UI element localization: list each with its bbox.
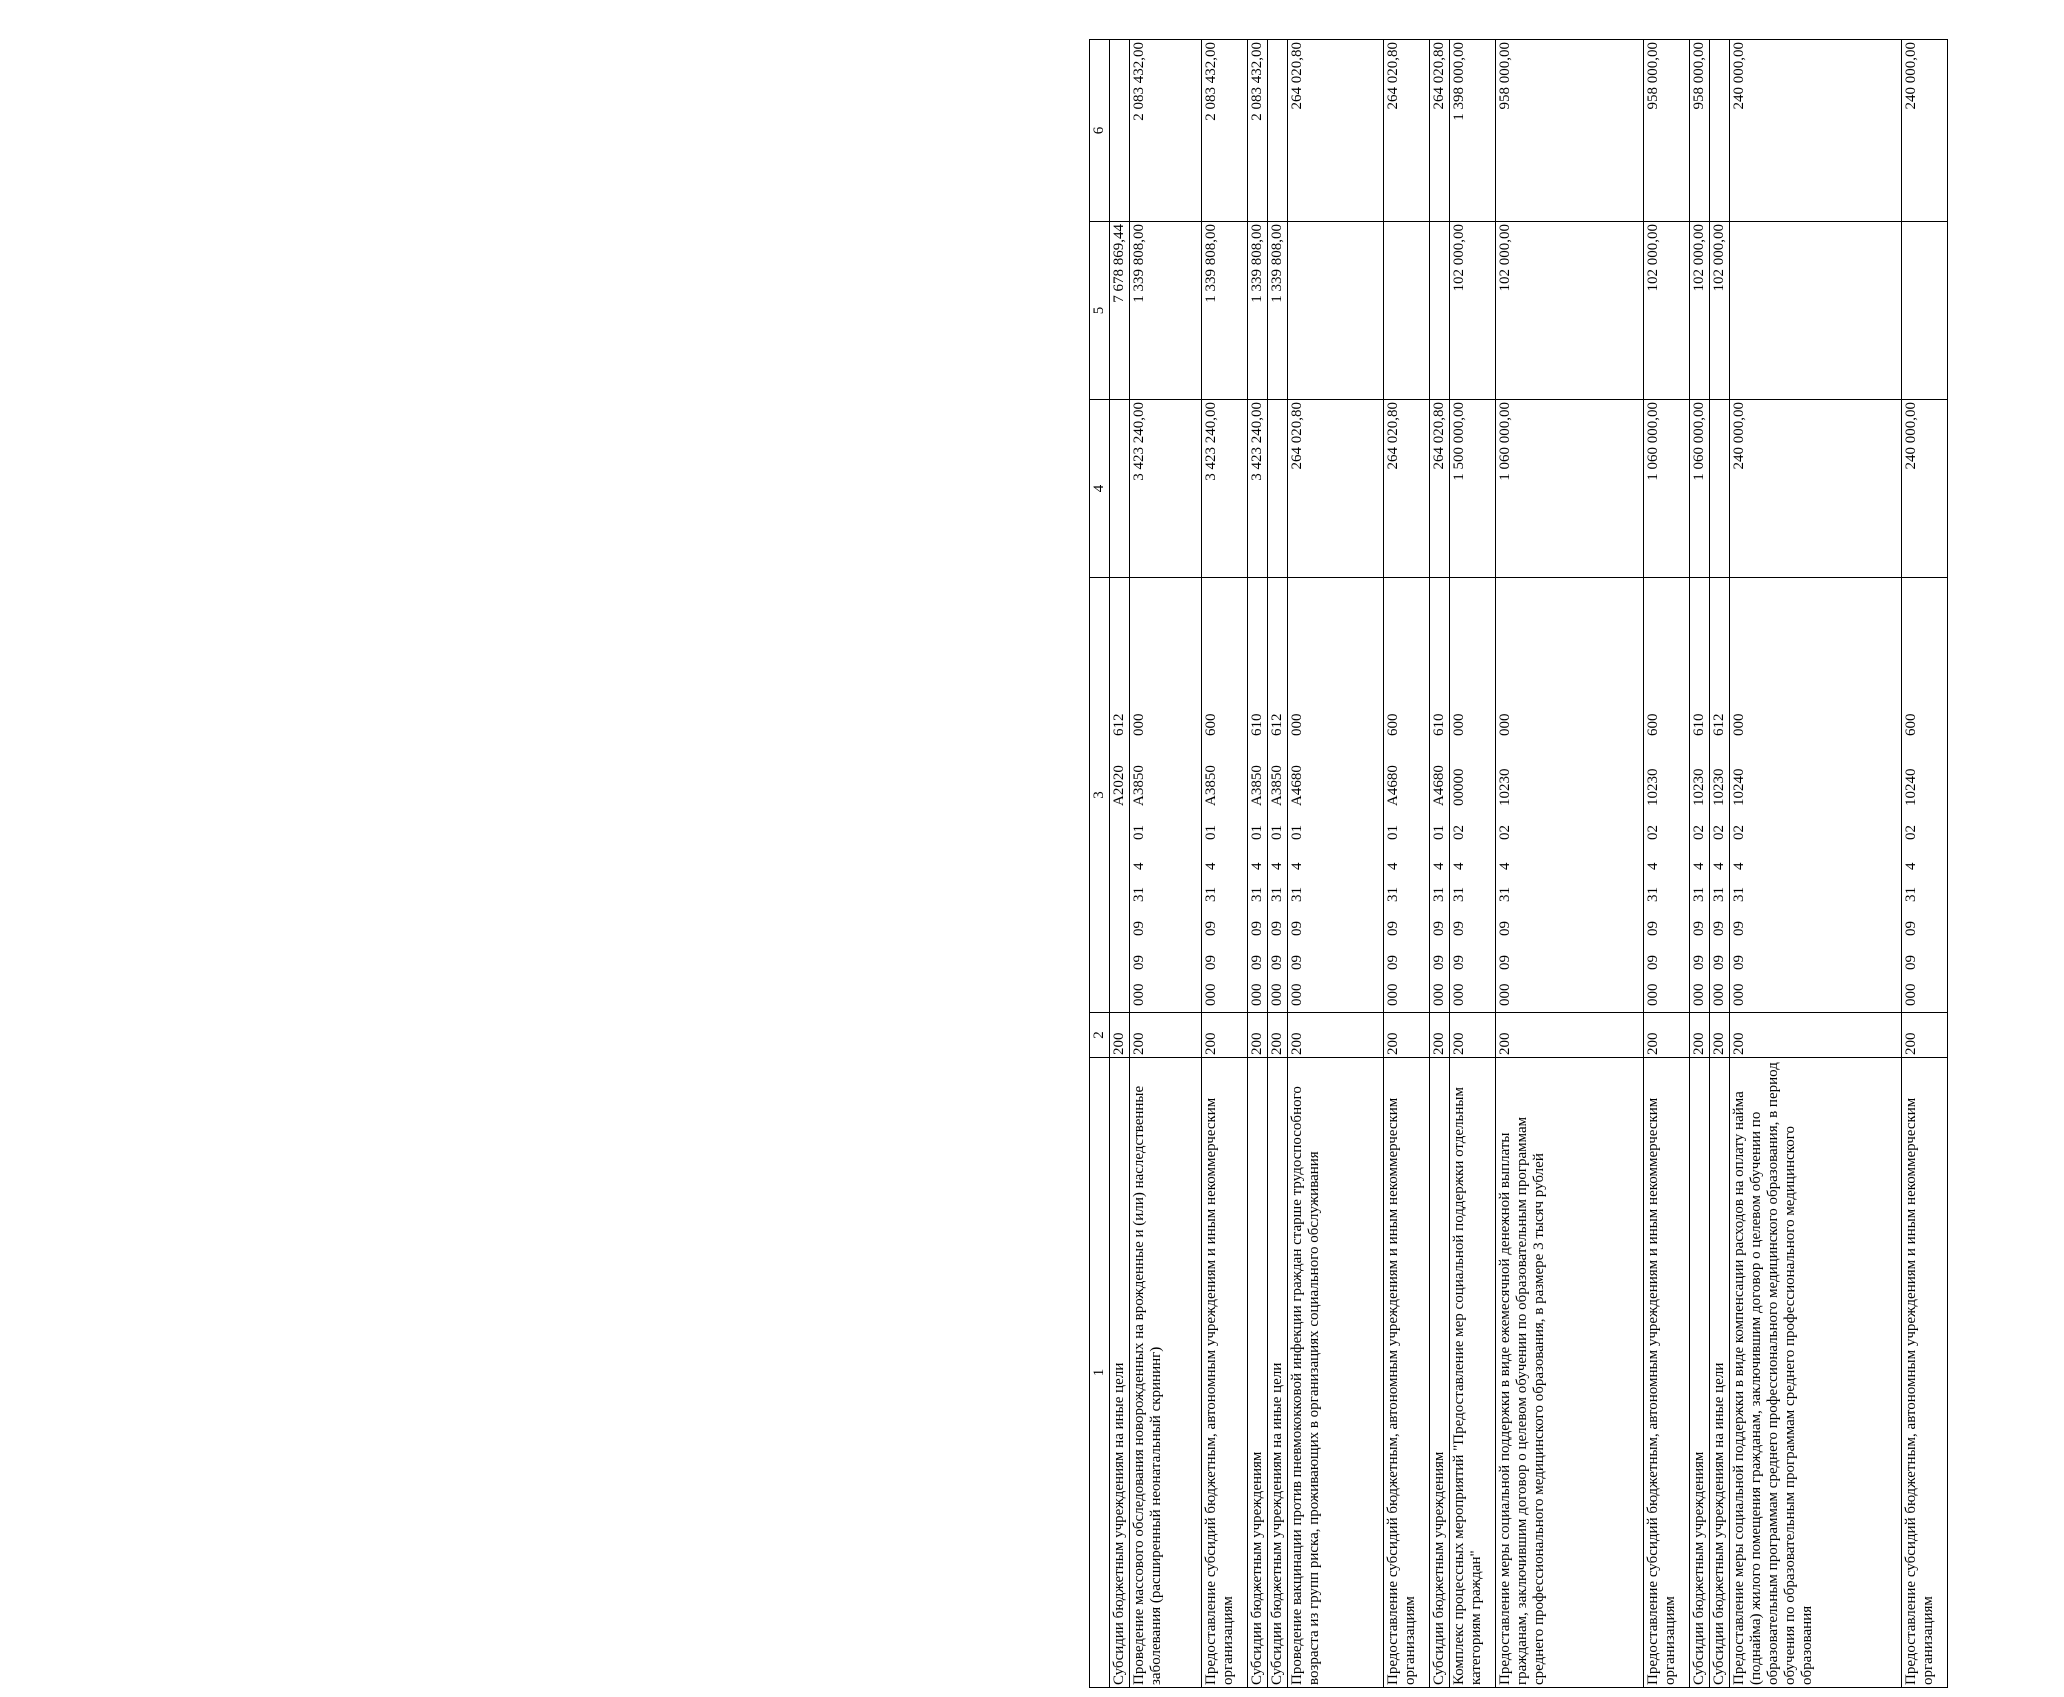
code-segment: 4 [1203, 862, 1219, 870]
code-segment: 612 [1111, 713, 1127, 736]
row-name-cell: Субсидии бюджетным учреждениям [1690, 1058, 1710, 1688]
code-segment: 31 [1451, 887, 1467, 902]
code-segment: 09 [1269, 955, 1285, 970]
code-segment: A3850 [1269, 765, 1285, 806]
code-segment: 4 [1691, 862, 1707, 870]
code-segment: 000 [1903, 983, 1919, 1006]
code-segment: 000 [1249, 983, 1265, 1006]
code-segment: 000 [1497, 983, 1513, 1006]
table-row [1248, 40, 1268, 1688]
code-segment: 01 [1289, 825, 1305, 840]
header-col-1: 1 [1090, 1058, 1110, 1688]
row-name-cell: Проведение вакцинации против пневмококковой инфекции граждан старше трудоспособного возраста из групп риска, проживающих в организациях социального обслуживания [1288, 1058, 1384, 1688]
table-row [1110, 40, 1130, 1688]
row-amount-col5-cell [1384, 222, 1430, 400]
table-row [1690, 40, 1710, 1688]
row-amount-col6-cell: 2 083 432,00 [1248, 40, 1268, 222]
row-amount-col4-cell: 3 423 240,00 [1248, 400, 1268, 578]
row-line-code-cell: 200 [1248, 1013, 1268, 1058]
header-col-5: 5 [1090, 222, 1110, 400]
row-classification-code-cell [1288, 578, 1384, 1013]
row-name-cell: Предоставление меры социальной поддержки в виде ежемесячной денежной выплаты гражданам, заключившим договор о целевом обучении по образовательным программам среднего профессионального медицинского образования, в размере 3 тысяч рублей [1496, 1058, 1644, 1688]
code-segment: 000 [1289, 713, 1305, 736]
row-amount-col4-cell [1710, 400, 1730, 578]
code-segment: 31 [1131, 887, 1147, 902]
row-name-cell: Субсидии бюджетным учреждениям [1248, 1058, 1268, 1688]
code-segment: 00000 [1451, 768, 1467, 806]
table-row [1730, 40, 1902, 1688]
table-row [1384, 40, 1430, 1688]
code-segment: 000 [1497, 713, 1513, 736]
code-segment: 02 [1497, 825, 1513, 840]
row-line-code-cell: 200 [1110, 1013, 1130, 1058]
code-segment: 10240 [1731, 768, 1747, 806]
header-row [1090, 40, 1110, 1688]
code-segment: 31 [1269, 887, 1285, 902]
row-amount-col5-cell: 1 339 808,00 [1248, 222, 1268, 400]
code-segment: 610 [1431, 713, 1447, 736]
code-segment: 01 [1431, 825, 1447, 840]
row-classification-code-cell [1450, 578, 1496, 1013]
code-segment: 01 [1249, 825, 1265, 840]
row-amount-col5-cell: 102 000,00 [1690, 222, 1710, 400]
header-col-2: 2 [1090, 1013, 1110, 1058]
row-amount-col6-cell: 958 000,00 [1690, 40, 1710, 222]
code-segment: 10230 [1645, 768, 1661, 806]
row-amount-col4-cell: 240 000,00 [1902, 400, 1948, 578]
row-line-code-cell: 200 [1202, 1013, 1248, 1058]
code-segment: 09 [1269, 921, 1285, 936]
header-col-4: 4 [1090, 400, 1110, 578]
code-segment: A4680 [1289, 765, 1305, 806]
code-segment: A4680 [1385, 765, 1401, 806]
row-classification-code-cell [1690, 578, 1710, 1013]
header-col-6: 6 [1090, 40, 1110, 222]
code-segment: 612 [1269, 713, 1285, 736]
code-segment: 000 [1451, 713, 1467, 736]
code-segment: 10230 [1497, 768, 1513, 806]
code-segment [1111, 870, 1128, 902]
code-segment: 02 [1731, 825, 1747, 840]
code-segment: 09 [1497, 955, 1513, 970]
row-amount-col5-cell [1902, 222, 1948, 400]
code-segment: 09 [1903, 921, 1919, 936]
code-segment: 09 [1731, 921, 1747, 936]
code-segment: 09 [1497, 921, 1513, 936]
row-amount-col6-cell: 264 020,80 [1430, 40, 1450, 222]
code-segment: 09 [1731, 955, 1747, 970]
code-segment: 4 [1711, 862, 1727, 870]
row-name-cell: Субсидии бюджетным учреждениям на иные цели [1710, 1058, 1730, 1688]
row-amount-col5-cell: 102 000,00 [1450, 222, 1496, 400]
code-segment: 31 [1497, 887, 1513, 902]
row-line-code-cell: 200 [1384, 1013, 1430, 1058]
code-segment: 000 [1431, 983, 1447, 1006]
row-name-cell: Предоставление меры социальной поддержки в виде компенсации расходов на оплату найма (поднайма) жилого помещения гражданам, заключившим договор о целевом обучении по образовательным программам среднего профессионального медицинского образования, в период обучения по образовательным программам среднего профессионального медицинского образования [1730, 1058, 1902, 1688]
row-amount-col4-cell [1268, 400, 1288, 578]
code-segment: 4 [1903, 862, 1919, 870]
code-segment: 600 [1903, 713, 1919, 736]
row-amount-col5-cell: 1 339 808,00 [1130, 222, 1202, 400]
row-amount-col6-cell: 264 020,80 [1288, 40, 1384, 222]
row-amount-col6-cell: 264 020,80 [1384, 40, 1430, 222]
code-segment: 09 [1431, 921, 1447, 936]
budget-table [1089, 39, 1948, 1688]
code-segment: 09 [1131, 955, 1147, 970]
row-name-cell: Предоставление субсидий бюджетным, автономным учреждениям и иным некоммерческим организациям [1202, 1058, 1248, 1688]
code-segment: 09 [1203, 921, 1219, 936]
code-segment: 09 [1711, 921, 1727, 936]
table-row [1450, 40, 1496, 1688]
code-segment: 10230 [1711, 768, 1727, 806]
code-segment: 000 [1731, 713, 1747, 736]
code-segment: 09 [1691, 955, 1707, 970]
code-segment: 4 [1269, 862, 1285, 870]
code-segment: 09 [1691, 921, 1707, 936]
row-amount-col4-cell: 240 000,00 [1730, 400, 1902, 578]
row-amount-col6-cell: 958 000,00 [1496, 40, 1644, 222]
code-segment: 31 [1691, 887, 1707, 902]
code-segment: 612 [1711, 713, 1727, 736]
code-segment: 01 [1203, 825, 1219, 840]
row-amount-col5-cell [1288, 222, 1384, 400]
row-amount-col5-cell [1430, 222, 1450, 400]
table-row [1268, 40, 1288, 1688]
row-classification-code-cell [1248, 578, 1268, 1013]
row-amount-col5-cell: 102 000,00 [1710, 222, 1730, 400]
code-segment: 4 [1431, 862, 1447, 870]
row-amount-col4-cell: 1 500 000,00 [1450, 400, 1496, 578]
code-segment: 000 [1289, 983, 1305, 1006]
code-segment: 000 [1385, 983, 1401, 1006]
row-amount-col4-cell: 264 020,80 [1430, 400, 1450, 578]
row-classification-code-cell [1110, 578, 1130, 1013]
code-segment: 000 [1131, 983, 1147, 1006]
header-col-3: 3 [1090, 578, 1110, 1013]
row-classification-code-cell [1730, 578, 1902, 1013]
code-segment: 000 [1203, 983, 1219, 1006]
code-segment: 4 [1249, 862, 1265, 870]
code-segment: 01 [1131, 825, 1147, 840]
row-line-code-cell: 200 [1450, 1013, 1496, 1058]
table-row [1430, 40, 1450, 1688]
code-segment: 4 [1645, 862, 1661, 870]
row-name-cell: Субсидии бюджетным учреждениям на иные цели [1268, 1058, 1288, 1688]
code-segment: 01 [1385, 825, 1401, 840]
row-classification-code-cell [1268, 578, 1288, 1013]
code-segment [1111, 936, 1128, 970]
code-segment: 31 [1203, 887, 1219, 902]
row-amount-col4-cell: 3 423 240,00 [1202, 400, 1248, 578]
row-amount-col5-cell [1730, 222, 1902, 400]
code-segment [1111, 970, 1128, 1010]
code-segment: 09 [1385, 921, 1401, 936]
code-segment: 600 [1645, 713, 1661, 736]
code-segment: 10240 [1903, 768, 1919, 806]
row-amount-col6-cell: 1 398 000,00 [1450, 40, 1496, 222]
row-name-cell: Субсидии бюджетным учреждениям [1430, 1058, 1450, 1688]
row-line-code-cell: 200 [1644, 1013, 1690, 1058]
row-name-cell: Проведение массового обследования новорожденных на врожденные и (или) наследственные заболевания (расширенный неонатальный скрининг) [1130, 1058, 1202, 1688]
row-line-code-cell: 200 [1902, 1013, 1948, 1058]
row-amount-col5-cell: 102 000,00 [1496, 222, 1644, 400]
row-line-code-cell: 200 [1430, 1013, 1450, 1058]
table-row [1644, 40, 1690, 1688]
row-name-cell: Предоставление субсидий бюджетным, автономным учреждениям и иным некоммерческим организациям [1384, 1058, 1430, 1688]
row-amount-col5-cell: 1 339 808,00 [1202, 222, 1248, 400]
row-line-code-cell: 200 [1496, 1013, 1644, 1058]
table-row [1902, 40, 1948, 1688]
code-segment: 000 [1711, 983, 1727, 1006]
code-segment: A3850 [1203, 765, 1219, 806]
code-segment: 09 [1903, 955, 1919, 970]
row-amount-col6-cell: 2 083 432,00 [1130, 40, 1202, 222]
row-amount-col5-cell: 102 000,00 [1644, 222, 1690, 400]
code-segment: 02 [1691, 825, 1707, 840]
code-segment: 09 [1249, 955, 1265, 970]
code-segment: 4 [1289, 862, 1305, 870]
row-classification-code-cell [1430, 578, 1450, 1013]
code-segment: A4680 [1431, 765, 1447, 806]
code-segment: 600 [1203, 713, 1219, 736]
code-segment: 31 [1431, 887, 1447, 902]
code-segment: 01 [1269, 825, 1285, 840]
code-segment: 4 [1497, 862, 1513, 870]
table-row [1130, 40, 1202, 1688]
table-row [1202, 40, 1248, 1688]
code-segment: 09 [1711, 955, 1727, 970]
code-segment: 000 [1645, 983, 1661, 1006]
code-segment: 000 [1269, 983, 1285, 1006]
row-amount-col4-cell: 1 060 000,00 [1690, 400, 1710, 578]
code-segment [1111, 806, 1128, 840]
code-segment: 09 [1289, 955, 1305, 970]
code-segment: 09 [1431, 955, 1447, 970]
code-segment: 09 [1645, 955, 1661, 970]
code-segment: 600 [1385, 713, 1401, 736]
code-segment: 09 [1203, 955, 1219, 970]
row-amount-col6-cell: 958 000,00 [1644, 40, 1690, 222]
row-line-code-cell: 200 [1730, 1013, 1902, 1058]
row-amount-col6-cell: 240 000,00 [1730, 40, 1902, 222]
row-amount-col5-cell: 7 678 869,44 [1110, 222, 1130, 400]
row-line-code-cell: 200 [1130, 1013, 1202, 1058]
row-classification-code-cell [1902, 578, 1948, 1013]
code-segment: A2020 [1111, 765, 1127, 806]
row-amount-col6-cell [1268, 40, 1288, 222]
row-line-code-cell: 200 [1288, 1013, 1384, 1058]
code-segment [1111, 902, 1128, 936]
row-amount-col5-cell: 1 339 808,00 [1268, 222, 1288, 400]
code-segment: 4 [1385, 862, 1401, 870]
code-segment: A3850 [1131, 765, 1147, 806]
row-name-cell: Комплекс процессных мероприятий "Предоставление мер социальной поддержки отдельным категориям граждан" [1450, 1058, 1496, 1688]
code-segment: 000 [1131, 713, 1147, 736]
code-segment: A3850 [1249, 765, 1265, 806]
table-row [1496, 40, 1644, 1688]
table-row [1288, 40, 1384, 1688]
row-line-code-cell: 200 [1710, 1013, 1730, 1058]
row-classification-code-cell [1644, 578, 1690, 1013]
row-amount-col4-cell: 1 060 000,00 [1644, 400, 1690, 578]
table-row [1710, 40, 1730, 1688]
code-segment: 000 [1731, 983, 1747, 1006]
code-segment: 09 [1131, 921, 1147, 936]
row-classification-code-cell [1496, 578, 1644, 1013]
code-segment: 610 [1249, 713, 1265, 736]
code-segment: 09 [1289, 921, 1305, 936]
code-segment: 09 [1385, 955, 1401, 970]
row-amount-col6-cell: 240 000,00 [1902, 40, 1948, 222]
code-segment: 31 [1289, 887, 1305, 902]
row-amount-col4-cell: 1 060 000,00 [1496, 400, 1644, 578]
code-segment: 10230 [1691, 768, 1707, 806]
row-classification-code-cell [1384, 578, 1430, 1013]
code-segment [1111, 840, 1128, 870]
row-line-code-cell: 200 [1268, 1013, 1288, 1058]
row-amount-col4-cell: 264 020,80 [1288, 400, 1384, 578]
row-classification-code-cell [1202, 578, 1248, 1013]
code-segment: 09 [1249, 921, 1265, 936]
code-segment: 09 [1451, 921, 1467, 936]
code-segment: 02 [1903, 825, 1919, 840]
code-segment: 4 [1131, 862, 1147, 870]
row-amount-col6-cell [1110, 40, 1130, 222]
code-segment: 610 [1691, 713, 1707, 736]
code-segment: 4 [1731, 862, 1747, 870]
code-segment: 31 [1249, 887, 1265, 902]
code-segment: 31 [1645, 887, 1661, 902]
code-segment: 02 [1451, 825, 1467, 840]
code-segment: 09 [1451, 955, 1467, 970]
row-amount-col6-cell [1710, 40, 1730, 222]
code-segment: 31 [1711, 887, 1727, 902]
code-segment: 31 [1385, 887, 1401, 902]
row-name-cell: Предоставление субсидий бюджетным, автономным учреждениям и иным некоммерческим организациям [1644, 1058, 1690, 1688]
form-page-label [1121, 0, 1145, 40]
row-amount-col4-cell: 3 423 240,00 [1130, 400, 1202, 578]
table-container [1089, 40, 2064, 1688]
row-amount-col6-cell: 2 083 432,00 [1202, 40, 1248, 222]
row-amount-col4-cell [1110, 400, 1130, 578]
code-segment: 000 [1691, 983, 1707, 1006]
code-segment: 31 [1903, 887, 1919, 902]
row-amount-col4-cell: 264 020,80 [1384, 400, 1430, 578]
code-segment: 4 [1451, 862, 1467, 870]
row-classification-code-cell [1710, 578, 1730, 1013]
row-classification-code-cell [1130, 578, 1202, 1013]
code-segment: 02 [1711, 825, 1727, 840]
row-name-cell: Субсидии бюджетным учреждениям на иные цели [1110, 1058, 1130, 1688]
code-segment: 000 [1451, 983, 1467, 1006]
row-line-code-cell: 200 [1690, 1013, 1710, 1058]
code-segment: 31 [1731, 887, 1747, 902]
code-segment: 02 [1645, 825, 1661, 840]
row-name-cell: Предоставление субсидий бюджетным, автономным учреждениям и иным некоммерческим организациям [1902, 1058, 1948, 1688]
code-segment: 09 [1645, 921, 1661, 936]
